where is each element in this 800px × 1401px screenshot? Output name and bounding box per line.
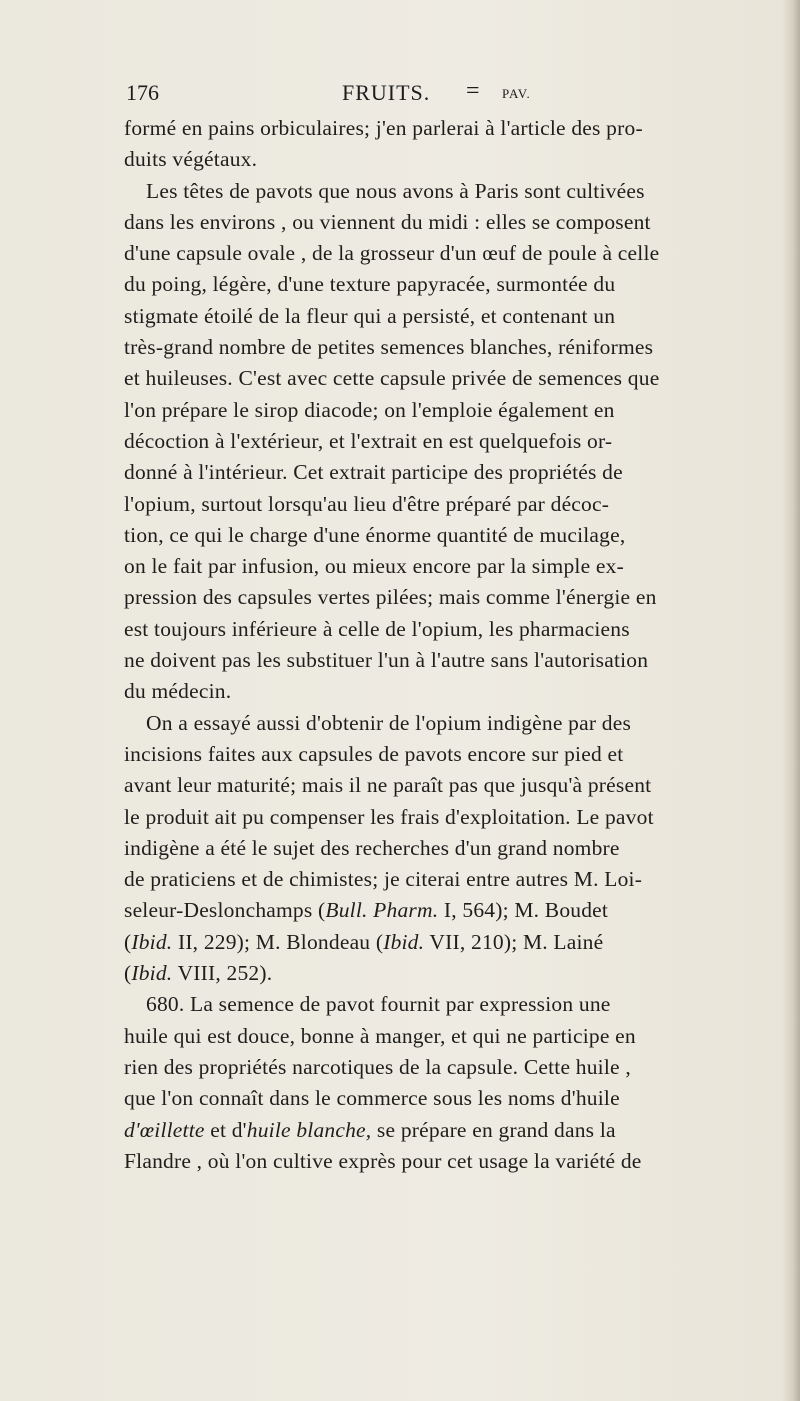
text-line: du poing, légère, d'une texture papyracée, surmontée du <box>124 272 616 297</box>
citation-text: VII, 210); M. Lainé <box>424 929 604 954</box>
text-line: très-grand nombre de petites semences blanches, réniformes <box>124 335 654 360</box>
text-line: et huileuses. C'est avec cette capsule privée de semences que <box>124 366 660 391</box>
citation-text: II, 229); M. Blondeau ( <box>172 929 384 954</box>
text-line: indigène a été le sujet des recherches d'un grand nombre <box>124 835 620 860</box>
citation-text: ( <box>124 961 132 986</box>
italic-term: d'œillette <box>124 1117 205 1142</box>
citation-journal: Ibid. <box>383 929 425 954</box>
text-line <box>124 1115 794 1146</box>
italic-term: huile blanche, <box>246 1117 372 1142</box>
text-line: on le fait par infusion, ou mieux encore par la simple ex- <box>124 554 624 579</box>
text-line: formé en pains orbiculaires; j'en parlerai à l'article des pro- <box>124 116 643 140</box>
running-ref: PAV. <box>502 86 531 101</box>
text-run: se prépare en grand dans la <box>371 1117 616 1142</box>
paragraph-start: On a essayé aussi d'obtenir de l'opium indigène par des <box>146 710 632 735</box>
citation-line <box>124 958 794 989</box>
text-line: pression des capsules vertes pilées; mais comme l'énergie en <box>124 585 657 610</box>
text-line: stigmate étoilé de la fleur qui a persisté, et contenant un <box>124 303 616 328</box>
running-head <box>126 80 796 114</box>
text-line: du médecin. <box>124 679 232 704</box>
citation-journal: Bull. Pharm. <box>325 898 439 923</box>
text-line: huile qui est douce, bonne à manger, et qui ne participe en <box>124 1023 636 1048</box>
text-line: avant leur maturité; mais il ne paraît pas que jusqu'à présent <box>124 773 652 798</box>
running-title: FRUITS. <box>342 80 431 105</box>
paragraph-start: Les têtes de pavots que nous avons à Paris sont cultivées <box>146 178 645 203</box>
citation-journal: Ibid. <box>131 929 173 954</box>
citation-line <box>124 895 794 926</box>
citation-text: VIII, 252). <box>172 961 273 986</box>
text-line: de praticiens et de chimistes; je citerai entre autres M. Loi- <box>124 867 643 892</box>
text-line: que l'on connaît dans le commerce sous les noms d'huile <box>124 1086 620 1111</box>
citation-text: I, 564); M. Boudet <box>438 898 609 923</box>
text-line: l'opium, surtout lorsqu'au lieu d'être préparé par décoc- <box>124 491 610 516</box>
text-line: l'on prépare le sirop diacode; on l'emploie également en <box>124 397 615 422</box>
text-line: ne doivent pas les substituer l'un à l'autre sans l'autorisation <box>124 648 649 673</box>
text-run: et d' <box>204 1117 247 1142</box>
text-line: d'une capsule ovale , de la grosseur d'un œuf de poule à celle <box>124 241 660 266</box>
citation-text: seleur-Deslonchamps ( <box>124 898 326 923</box>
citation-line <box>124 927 794 958</box>
text-line: donné à l'intérieur. Cet extrait participe des propriétés de <box>124 460 623 485</box>
text-line: Flandre , où l'on cultive exprès pour cet usage la variété de <box>124 1148 642 1173</box>
text-line: est toujours inférieure à celle de l'opium, les pharmaciens <box>124 616 630 641</box>
text-line: duits végétaux. <box>124 147 258 172</box>
page-number: 176 <box>126 80 159 105</box>
paragraph-680-start: 680. La semence de pavot fournit par expression une <box>146 992 611 1017</box>
running-separator: = <box>466 78 480 104</box>
text-line: incisions faites aux capsules de pavots encore sur pied et <box>124 741 624 766</box>
body-text <box>124 113 794 1177</box>
text-line: décoction à l'extérieur, et l'extrait en est quelquefois or- <box>124 428 613 453</box>
text-line: dans les environs , ou viennent du midi : elles se composent <box>124 209 651 234</box>
text-line: tion, ce qui le charge d'une énorme quantité de mucilage, <box>124 522 626 547</box>
text-line: rien des propriétés narcotiques de la capsule. Cette huile , <box>124 1054 631 1079</box>
citation-text: ( <box>124 929 132 954</box>
text-line: le produit ait pu compenser les frais d'exploitation. Le pavot <box>124 804 654 829</box>
citation-journal: Ibid. <box>131 961 173 986</box>
